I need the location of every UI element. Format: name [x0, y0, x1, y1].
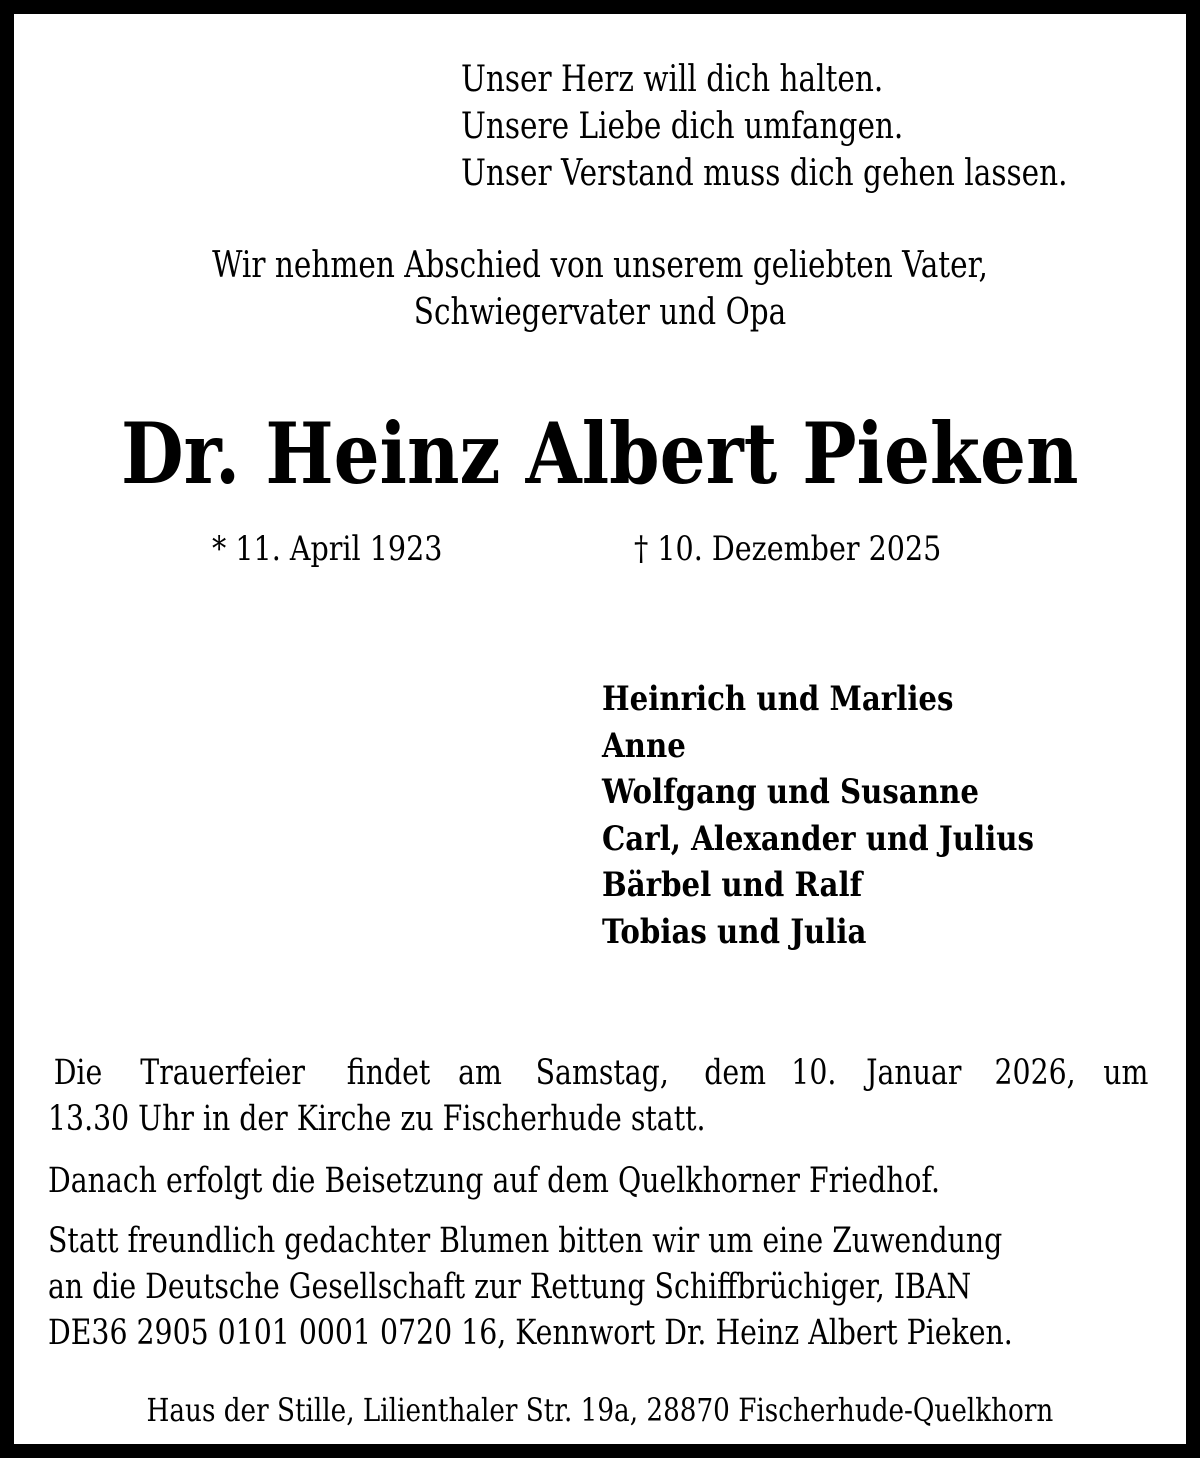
word: um — [1103, 1053, 1149, 1093]
donation-line: Statt freundlich gedachter Blumen bitten wir um eine Zuwendung — [48, 1221, 1003, 1261]
word: dem — [704, 1053, 767, 1093]
word: 10. — [791, 1053, 837, 1093]
word: 2026, — [994, 1053, 1076, 1093]
donation-line: an die Deutsche Gesellschaft zur Rettung Schiffbrüchiger, IBAN — [48, 1267, 972, 1307]
service-info — [48, 1050, 1154, 1142]
word: Trauerfeier — [140, 1053, 305, 1093]
address — [14, 1388, 1186, 1432]
mourner: Carl, Alexander und Julius — [602, 818, 1034, 859]
mourner: Wolfgang und Susanne — [602, 772, 979, 812]
death-date — [634, 526, 1000, 572]
address-text: Haus der Stille, Lilienthaler Str. 19a, 28870 Fischerhude-Quelkhorn — [146, 1391, 1054, 1429]
mourner: Anne — [602, 725, 686, 766]
birth-date — [212, 526, 486, 572]
deceased-name — [14, 404, 1186, 504]
mourners-list — [602, 676, 1104, 955]
service-line-2: 13.30 Uhr in der Kirche zu Fischerhude statt. — [48, 1099, 706, 1139]
donation-info — [48, 1218, 1154, 1356]
verse-line: Unsere Liebe dich umfangen. — [461, 106, 904, 147]
intro-text — [14, 242, 1186, 336]
verse-line: Unser Verstand muss dich gehen lassen. — [461, 153, 1068, 194]
word: Samstag, — [535, 1053, 669, 1093]
mourner: Tobias und Julia — [602, 911, 867, 952]
word: findet — [346, 1053, 431, 1093]
burial-info — [48, 1158, 1154, 1204]
word: am — [457, 1053, 502, 1093]
birth-date-text: * 11. April 1923 — [212, 529, 443, 569]
word: Januar — [865, 1053, 962, 1093]
verse-line: Unser Herz will dich halten. — [461, 59, 884, 100]
donation-line: DE36 2905 0101 0001 0720 16, Kennwort Dr. Heinz Albert Pieken. — [48, 1313, 1013, 1353]
service-line-1 — [48, 1050, 1154, 1096]
mourner: Heinrich und Marlies — [602, 679, 954, 719]
verse — [461, 56, 1200, 197]
burial-line: Danach erfolgt die Beisetzung auf dem Quelkhorner Friedhof. — [48, 1161, 940, 1201]
deceased-name-text: Dr. Heinz Albert Pieken — [121, 404, 1079, 503]
intro-line: Schwiegervater und Opa — [413, 292, 787, 333]
word: Die — [53, 1053, 103, 1093]
death-date-text: † 10. Dezember 2025 — [634, 529, 942, 569]
service-line-1-words — [48, 1050, 1154, 1096]
mourner: Bärbel und Ralf — [602, 865, 863, 905]
intro-line: Wir nehmen Abschied von unserem geliebten Vater, — [212, 245, 988, 286]
